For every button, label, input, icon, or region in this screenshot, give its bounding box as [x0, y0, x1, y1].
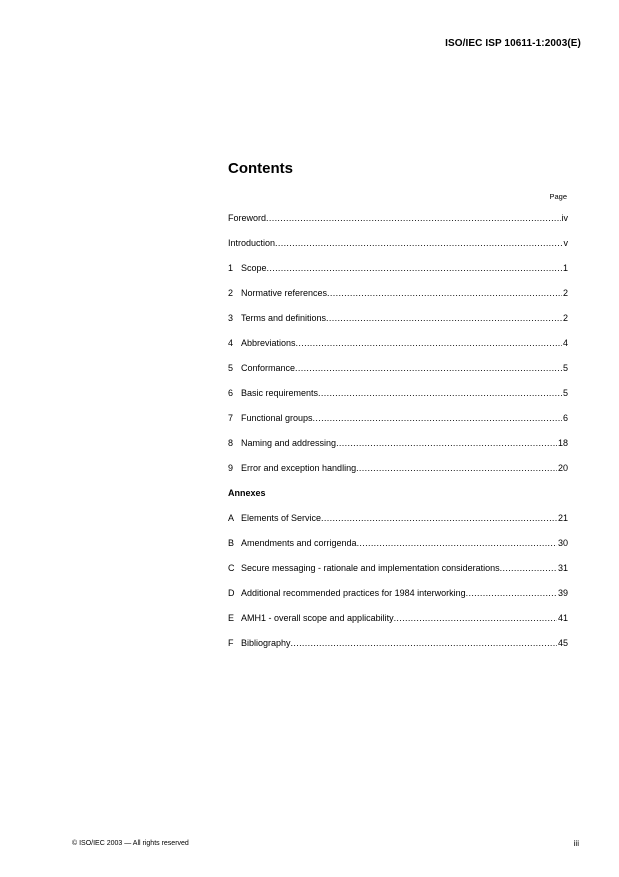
toc-entry-introduction[interactable]	[228, 237, 568, 262]
dot-leader	[326, 312, 562, 324]
toc-entry-abbreviations[interactable]	[228, 337, 568, 362]
toc-entry-label: Basic requirements	[241, 388, 319, 398]
toc-entry-number: 6	[228, 388, 234, 398]
toc-entry-page: 5	[562, 363, 568, 373]
toc-entry-label: Naming and addressing	[241, 438, 337, 448]
toc-entry-label: Secure messaging - rationale and implementation considerations	[241, 563, 500, 573]
toc-entry-number: B	[228, 538, 235, 548]
dot-leader	[295, 362, 562, 374]
toc-entry-page: 39	[557, 588, 568, 598]
page-number: iii	[573, 839, 579, 848]
toc-entry-page: 5	[562, 388, 568, 398]
toc-entry-page: 31	[557, 563, 568, 573]
toc-entry-label: Additional recommended practices for 1984 interworking	[241, 588, 466, 598]
toc-entry-number: 9	[228, 463, 234, 473]
toc-entry-page: 6	[562, 413, 568, 423]
toc-entry-page: 18	[557, 438, 568, 448]
toc-entry-label: Elements of Service	[241, 513, 322, 523]
toc-entry-label: Foreword	[228, 213, 267, 223]
toc-entry-page: 45	[557, 638, 568, 648]
dot-leader	[267, 262, 562, 274]
toc-entry-naming-and-addressing[interactable]	[228, 437, 568, 462]
toc-entry-label: Normative references	[241, 288, 328, 298]
toc-entry-normative-references[interactable]	[228, 287, 568, 312]
toc-entry-annex-f[interactable]	[228, 637, 568, 662]
dot-leader	[500, 562, 557, 574]
dot-leader	[466, 587, 557, 599]
toc-entry-number: 8	[228, 438, 234, 448]
dot-leader	[394, 612, 557, 624]
document-identifier: ISO/IEC ISP 10611-1:2003(E)	[445, 38, 581, 49]
toc-entry-page: 2	[562, 313, 568, 323]
toc-entry-label: Abbreviations	[241, 338, 296, 348]
dot-leader	[327, 287, 562, 299]
toc-entry-label: Conformance	[241, 363, 296, 373]
toc-entry-page: 1	[562, 263, 568, 273]
toc-entry-number: 5	[228, 363, 234, 373]
toc-entry-label: Introduction	[228, 238, 276, 248]
toc-entry-annex-d[interactable]	[228, 587, 568, 612]
toc-entry-page: 4	[562, 338, 568, 348]
toc-entry-label: Scope	[241, 263, 267, 273]
toc-entry-page: iv	[561, 213, 568, 223]
toc-entry-page: 41	[557, 613, 568, 623]
toc-entries	[228, 212, 568, 662]
dot-leader	[313, 412, 562, 424]
toc-entry-conformance[interactable]	[228, 362, 568, 387]
toc-entry-annex-a[interactable]	[228, 512, 568, 537]
dot-leader	[356, 462, 557, 474]
toc-entry-number: C	[228, 563, 235, 573]
toc-entry-number: E	[228, 613, 235, 623]
toc-entry-annex-b[interactable]	[228, 537, 568, 562]
copyright-notice: © ISO/IEC 2003 — All rights reserved	[72, 840, 189, 847]
toc-entry-number: 7	[228, 413, 234, 423]
contents-title: Contents	[228, 160, 293, 177]
toc-entry-page: 20	[557, 463, 568, 473]
toc-entry-label: Functional groups	[241, 413, 313, 423]
toc-entry-number: F	[228, 638, 234, 648]
toc-entry-scope[interactable]	[228, 262, 568, 287]
toc-entry-label: AMH1 - overall scope and applicability	[241, 613, 394, 623]
toc-entry-page: v	[563, 238, 568, 248]
toc-entry-annex-c[interactable]	[228, 562, 568, 587]
toc-entry-page: 2	[562, 288, 568, 298]
toc-entry-number: A	[228, 513, 235, 523]
toc-entry-label: Bibliography	[241, 638, 291, 648]
toc-entry-number: 3	[228, 313, 234, 323]
dot-leader	[296, 337, 562, 349]
dot-leader	[275, 237, 562, 249]
toc-entry-annex-e[interactable]	[228, 612, 568, 637]
toc-entry-terms-and-definitions[interactable]	[228, 312, 568, 337]
dot-leader	[291, 637, 557, 649]
table-of-contents	[228, 158, 568, 662]
toc-entry-number: 2	[228, 288, 234, 298]
toc-entry-label: Amendments and corrigenda	[241, 538, 357, 548]
toc-entry-number: 4	[228, 338, 234, 348]
toc-entry-error-and-exception-handling[interactable]	[228, 462, 568, 487]
toc-entry-page: 30	[557, 538, 568, 548]
dot-leader	[266, 212, 560, 224]
toc-entry-number: 1	[228, 263, 234, 273]
dot-leader	[318, 387, 562, 399]
dot-leader	[321, 512, 557, 524]
dot-leader	[336, 437, 557, 449]
toc-entry-number: D	[228, 588, 235, 598]
dot-leader	[357, 537, 557, 549]
toc-entry-label: Error and exception handling	[241, 463, 357, 473]
toc-entry-foreword[interactable]	[228, 212, 568, 237]
page-column-label: Page	[549, 192, 567, 201]
toc-entry-functional-groups[interactable]	[228, 412, 568, 437]
toc-entry-page: 21	[557, 513, 568, 523]
annexes-heading: Annexes	[228, 488, 266, 498]
toc-entry-label: Terms and definitions	[241, 313, 327, 323]
toc-entry-basic-requirements[interactable]	[228, 387, 568, 412]
